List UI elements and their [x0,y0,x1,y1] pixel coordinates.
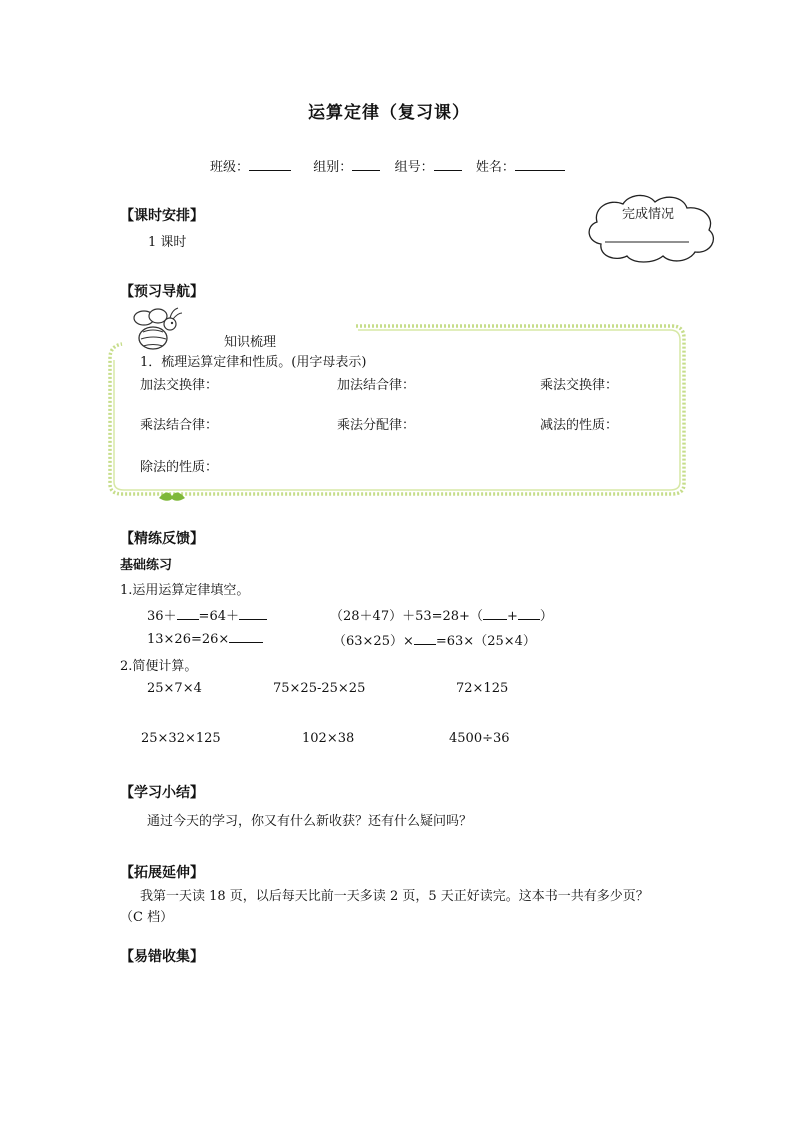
mistakes-heading: 【易错收集】 [120,949,204,965]
q1-r1a-pre: 36＋ [147,609,177,624]
q1-label: 1.运用运算定律填空。 [120,583,250,598]
q1-r1a-blank1[interactable] [177,607,199,620]
group-blank[interactable] [352,158,380,171]
law-sub-property: 减法的性质： [540,418,619,433]
q2-item-3: 72×125 [456,681,509,696]
completion-label: 完成情况 [622,207,675,222]
schedule-heading: 【课时安排】 [120,208,204,224]
practice-heading: 【精练反馈】 [120,531,204,547]
q1-row1-a [147,605,267,624]
q2-item-4: 25×32×125 [141,731,221,746]
law-add-associative: 加法结合律： [337,378,416,393]
q2-item-2: 75×25-25×25 [273,681,366,696]
name-label: 姓名： [475,160,515,175]
q1-row2-a [147,630,263,647]
q1-r1b-post: ） [539,609,553,624]
q1-r1a-mid: =64＋ [198,609,239,624]
q1-r2a-blank[interactable] [229,630,263,643]
law-mul-distributive: 乘法分配律： [337,418,416,433]
leaf-icon [157,488,187,504]
class-blank[interactable] [249,158,291,171]
name-blank[interactable] [515,158,565,171]
q1-row2-b [333,630,536,649]
q1-r2b-mid: =63×（25×4） [435,634,536,649]
knowledge-box-title: 知识梳理 [224,335,277,350]
group-label: 组别： [313,160,353,175]
q1-r2b-pre: （63×25）× [333,634,414,649]
extension-line1: 我第一天读 18 页，以后每天比前一天多读 2 页，5 天正好读完。这本书一共有多少页？ [140,889,649,904]
bee-icon [126,304,184,356]
law-div-property: 除法的性质： [140,460,219,475]
q1-r2b-blank[interactable] [414,632,436,645]
preview-heading: 【预习导航】 [120,284,204,300]
q2-item-1: 25×7×4 [147,681,202,696]
q2-item-5: 102×38 [302,731,355,746]
q2-label: 2.简便计算。 [120,659,198,674]
q1-r1b-blank1[interactable] [483,607,507,620]
q1-r2a-pre: 13×26=26× [147,632,230,647]
q1-r1a-blank2[interactable] [239,607,267,620]
summary-heading: 【学习小结】 [120,785,204,801]
class-label: 班级： [210,160,250,175]
law-mul-associative: 乘法结合律： [140,418,219,433]
practice-subheading: 基础练习 [120,558,173,573]
number-label: 组号： [394,160,434,175]
q1-r1b-pre: （28＋47）＋53=28+（ [330,609,483,624]
number-blank[interactable] [434,158,462,171]
q1-row1-b [330,605,553,624]
law-mul-commutative: 乘法交换律： [540,378,619,393]
law-add-commutative: 加法交换律： [140,378,219,393]
extension-heading: 【拓展延伸】 [120,865,204,881]
preview-task: 1．梳理运算定律和性质。(用字母表示) [140,355,367,370]
q2-item-6: 4500÷36 [449,731,510,746]
page-title: 运算定律（复习课） [308,103,470,123]
schedule-content: 1 课时 [148,235,187,250]
q1-r1b-blank2[interactable] [518,607,540,620]
q1-r1b-mid: + [506,609,518,624]
student-info-line [210,156,565,175]
summary-content: 通过今天的学习，你又有什么新收获？还有什么疑问吗？ [147,814,473,829]
extension-line2: （C 档） [120,910,174,925]
